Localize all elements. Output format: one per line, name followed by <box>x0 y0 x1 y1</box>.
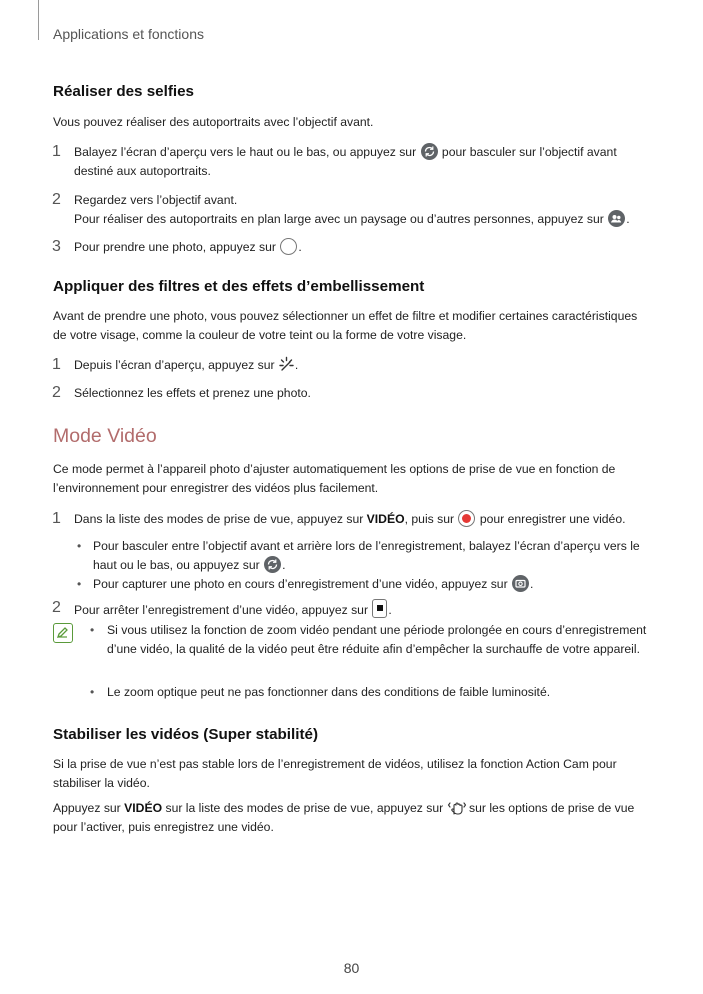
para-text: sur les options de prise de vue pour l’activer, puis enregistrez une vidéo. <box>53 801 635 834</box>
step-text: . <box>294 358 299 372</box>
video-step-1 <box>74 510 664 529</box>
step-number: 1 <box>52 510 61 527</box>
filters-intro: Avant de prendre une photo, vous pouvez sélectionner un effet de filtre et modifier certaines caractéristiques de votre visage, comme la couleur de votre teint ou la forme de votre visage. <box>53 309 638 342</box>
para-text: Appuyez sur <box>53 801 121 815</box>
step-text: Balayez l’écran d’aperçu vers le haut ou le bas, ou appuyez sur <box>74 145 417 159</box>
step-number: 2 <box>52 384 61 401</box>
camera-switch-icon <box>421 143 438 160</box>
stabilize-para-1: Si la prise de vue n’est pas stable lors de l’enregistrement de vidéos, utilisez la fonction Action Cam pour stabiliser la vidéo. <box>53 757 617 790</box>
note-2: Le zoom optique peut ne pas fonctionner dans des conditions de faible luminosité. <box>107 685 551 699</box>
step-text: Regardez vers l’objectif avant. <box>74 193 238 207</box>
video-bullet-1 <box>93 537 653 575</box>
stabilize-heading: Stabiliser les vidéos (Super stabilité) <box>53 726 319 743</box>
filter-sparkle-icon <box>278 356 295 373</box>
hand-stabilize-icon <box>447 798 466 816</box>
wide-selfie-icon <box>608 210 625 227</box>
step-text: Dans la liste des modes de prise de vue, appuyez sur <box>74 512 364 526</box>
step-text: pour enregistrer une vidéo. <box>479 512 626 526</box>
step-number: 2 <box>52 191 61 208</box>
selfies-heading: Réaliser des selfies <box>53 83 194 100</box>
video-bullet-2 <box>93 575 653 594</box>
video-intro: Ce mode permet à l’appareil photo d’ajuster automatiquement les options de prise de vue en fonction de l’environnement pour enregistrer des vidéos plus facilement. <box>53 462 616 495</box>
note-icon <box>53 623 73 643</box>
filters-step-2: Sélectionnez les effets et prenez une photo. <box>74 386 311 400</box>
camera-switch-icon <box>264 556 281 573</box>
step-text: . <box>298 240 302 254</box>
bullet-text: Pour capturer une photo en cours d’enregistrement d’une vidéo, appuyez sur <box>93 577 508 591</box>
bullet: • <box>77 539 82 553</box>
step-text: Pour prendre une photo, appuyez sur <box>74 240 276 254</box>
section-header: Applications et fonctions <box>53 26 204 42</box>
stabilize-para-2 <box>53 798 653 837</box>
step-text: pour basculer sur l’objectif avant <box>441 145 617 159</box>
step-number: 3 <box>52 238 61 255</box>
selfies-step-2 <box>74 191 664 229</box>
step-text: Depuis l’écran d’aperçu, appuyez sur <box>74 358 275 372</box>
header-rule <box>38 0 39 40</box>
video-mode-label: VIDÉO <box>124 801 163 815</box>
step-number: 1 <box>52 356 61 373</box>
step-text: , puis sur <box>404 512 455 526</box>
para-text: sur la liste des modes de prise de vue, appuyez sur <box>165 801 444 815</box>
selfies-step-3 <box>74 238 664 257</box>
record-icon <box>458 510 475 527</box>
bullet: • <box>77 577 82 591</box>
video-step-2 <box>74 599 664 620</box>
step-text: Pour réaliser des autoportraits en plan large avec un paysage ou d’autres personnes, appuyez sur <box>74 212 604 226</box>
filters-heading: Appliquer des filtres et des effets d’embellissement <box>53 278 425 295</box>
shutter-icon <box>280 238 297 255</box>
filters-step-1 <box>74 356 664 375</box>
video-mode-label: VIDÉO <box>366 512 405 526</box>
bullet-text: . <box>282 558 286 572</box>
bullet-text: . <box>530 577 534 591</box>
step-text: destiné aux autoportraits. <box>74 164 211 178</box>
selfies-intro: Vous pouvez réaliser des autoportraits avec l’objectif avant. <box>53 115 374 129</box>
note-1: Si vous utilisez la fonction de zoom vidéo pendant une période prolongée en cours d’enregistrement d’une vidéo, la qualité de la vidéo peut être réduite afin d’empêcher la surchauffe de votre appareil. <box>107 623 647 656</box>
step-text: . <box>626 212 630 226</box>
stop-icon <box>372 599 387 618</box>
selfies-step-1 <box>74 143 664 181</box>
step-text: . <box>388 603 392 617</box>
step-number: 1 <box>52 143 61 160</box>
bullet: • <box>90 685 95 699</box>
camera-capture-icon <box>512 575 529 592</box>
bullet-text: Pour basculer entre l’objectif avant et arrière lors de l’enregistrement, balayez l’écran d’aperçu vers le haut ou le bas, ou appuyez sur <box>93 539 640 572</box>
video-mode-heading: Mode Vidéo <box>53 425 157 447</box>
step-text: Pour arrêter l’enregistrement d’une vidéo, appuyez sur <box>74 603 369 617</box>
page-number: 80 <box>343 960 360 976</box>
step-number: 2 <box>52 599 61 616</box>
bullet: • <box>90 623 95 637</box>
